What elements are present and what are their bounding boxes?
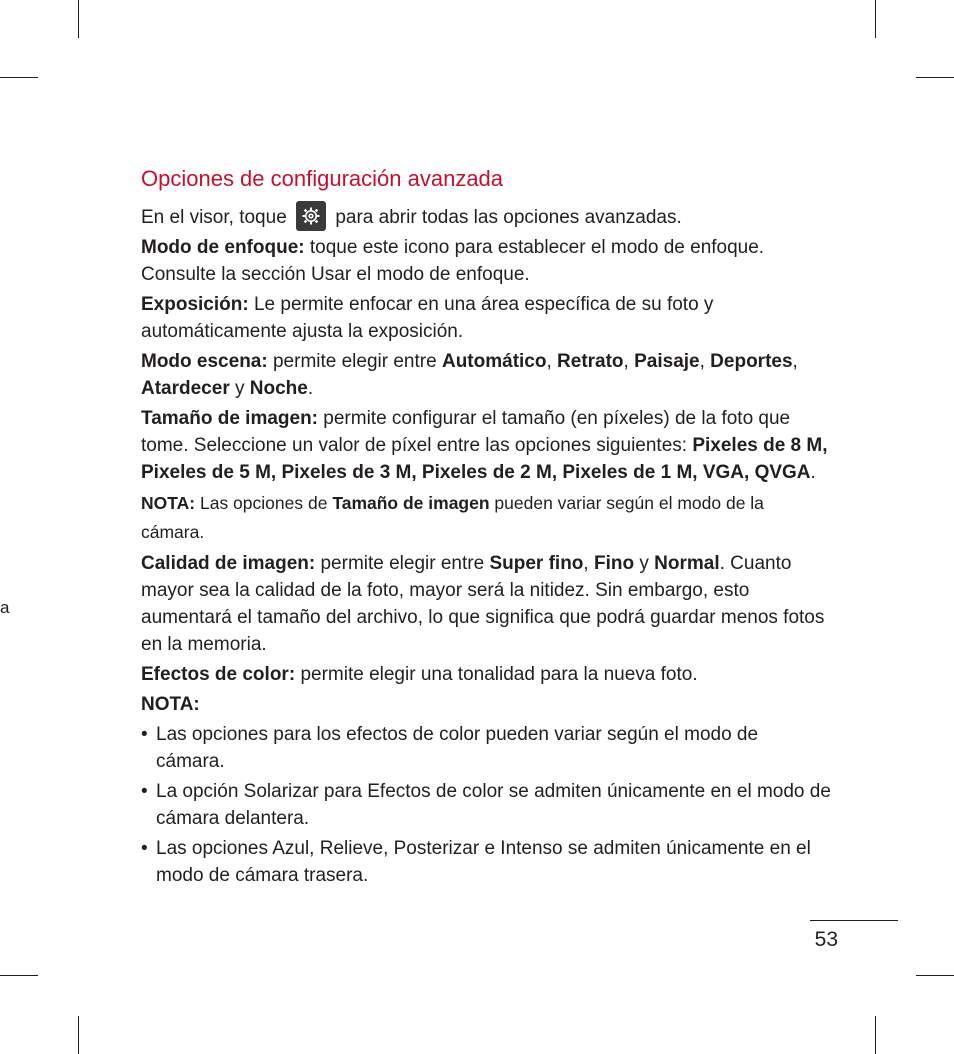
focus-mode-text: toque este icono para establecer el modo de enfoque. Consulte la sección Usar el modo de enfoque. [141,237,765,285]
list-item: • Las opciones Azul, Relieve, Posterizar e Intenso se admiten únicamente en el modo de cámara trasera. [141,835,831,889]
image-size-paragraph: Tamaño de imagen: permite configurar el tamaño (en píxeles) de la foto que tome. Seleccione un valor de píxel entre las opciones siguientes: Pixeles de 8 M, Pixeles de 5 M, Pixeles de 3 M, Pixeles de 2 M, Pixeles de 1 M, VGA, QVGA. [141,408,828,483]
scene-mode-paragraph: Modo escena: permite elegir entre Automático, Retrato, Paisaje, Deportes, Atardecer y Noche. [141,351,798,399]
note-list [141,721,831,889]
scene-option: Noche [249,378,308,399]
exposure-paragraph [141,291,831,345]
crop-mark [0,975,38,976]
scene-mode-label: Modo escena: [141,351,268,372]
crop-mark [875,0,876,38]
quality-description: . Cuanto mayor sea la calidad de la foto, mayor será la nitidez. Sin embargo, esto aumentará el tamaño del archivo, lo que significa que podrá guardar menos fotos en la memoria. [141,553,825,655]
scene-option: Atardecer [141,378,230,399]
list-item: • Las opciones para los efectos de color pueden variar según el modo de cámara. [141,721,831,775]
color-effects-text: permite elegir una tonalidad para la nueva foto. [300,664,698,685]
section-title: Opciones de configuración avanzada [141,166,504,191]
intro-text-before: En el visor, toque [141,207,287,228]
intro-paragraph [141,201,831,231]
note-text: pueden variar según el modo de la cámara. [141,493,764,542]
crop-mark [916,975,954,976]
note-label: NOTA: [141,493,196,513]
image-size-options: Pixeles de 8 M, Pixeles de 5 M, Pixeles de 3 M, Pixeles de 2 M, Pixeles de 1 M, VGA, QVGA [141,435,828,483]
intro-text-after: para abrir todas las opciones avanzadas. [335,207,682,228]
note-text: Las opciones de [199,493,328,513]
exposure-text: Le permite enfocar en una área específica de su foto y automáticamente ajusta la exposición. [141,294,714,342]
exposure-label: Exposición: [141,294,249,315]
quality-option: Normal [654,553,720,574]
scene-mode-text: permite elegir entre [272,351,437,372]
margin-character: a [0,598,10,617]
page-content [141,164,831,892]
quality-label: Calidad de imagen: [141,553,316,574]
image-size-text: permite configurar el tamaño (en píxeles) de la foto que tome. Seleccione un valor de píxel entre las opciones siguientes: [141,408,791,456]
crop-mark [916,77,954,78]
quality-text: permite elegir entre [320,553,485,574]
scene-option: Paisaje [634,351,700,372]
settings-gear-icon [296,201,326,231]
quality-option: Fino [593,553,635,574]
note-label: NOTA: [141,694,200,715]
image-size-label: Tamaño de imagen: [141,408,319,429]
crop-mark [78,0,79,38]
focus-mode-label: Modo de enfoque: [141,237,305,258]
note2-heading [141,691,831,718]
note-bold-text: Tamaño de imagen [332,493,490,513]
color-effects-label: Efectos de color: [141,664,296,685]
scene-option: Retrato [557,351,624,372]
quality-paragraph: Calidad de imagen: permite elegir entre Super fino, Fino y Normal. Cuanto mayor sea la calidad de la foto, mayor será la nitidez. Sin embargo, esto aumentará el tamaño del archivo, lo que significa que podrá guardar menos fotos en la memoria. [141,553,825,655]
page-number-rule [810,920,898,921]
scene-option: Deportes [710,351,793,372]
note-paragraph [141,489,831,547]
page-number: 53 [814,928,838,951]
color-effects-paragraph [141,661,831,688]
quality-option: Super fino [489,553,584,574]
crop-mark [78,1016,79,1054]
focus-mode-paragraph [141,234,831,288]
scene-option: Automático [441,351,547,372]
crop-mark [875,1016,876,1054]
crop-mark [0,77,38,78]
list-item: • La opción Solarizar para Efectos de color se admiten únicamente en el modo de cámara delantera. [141,778,831,832]
